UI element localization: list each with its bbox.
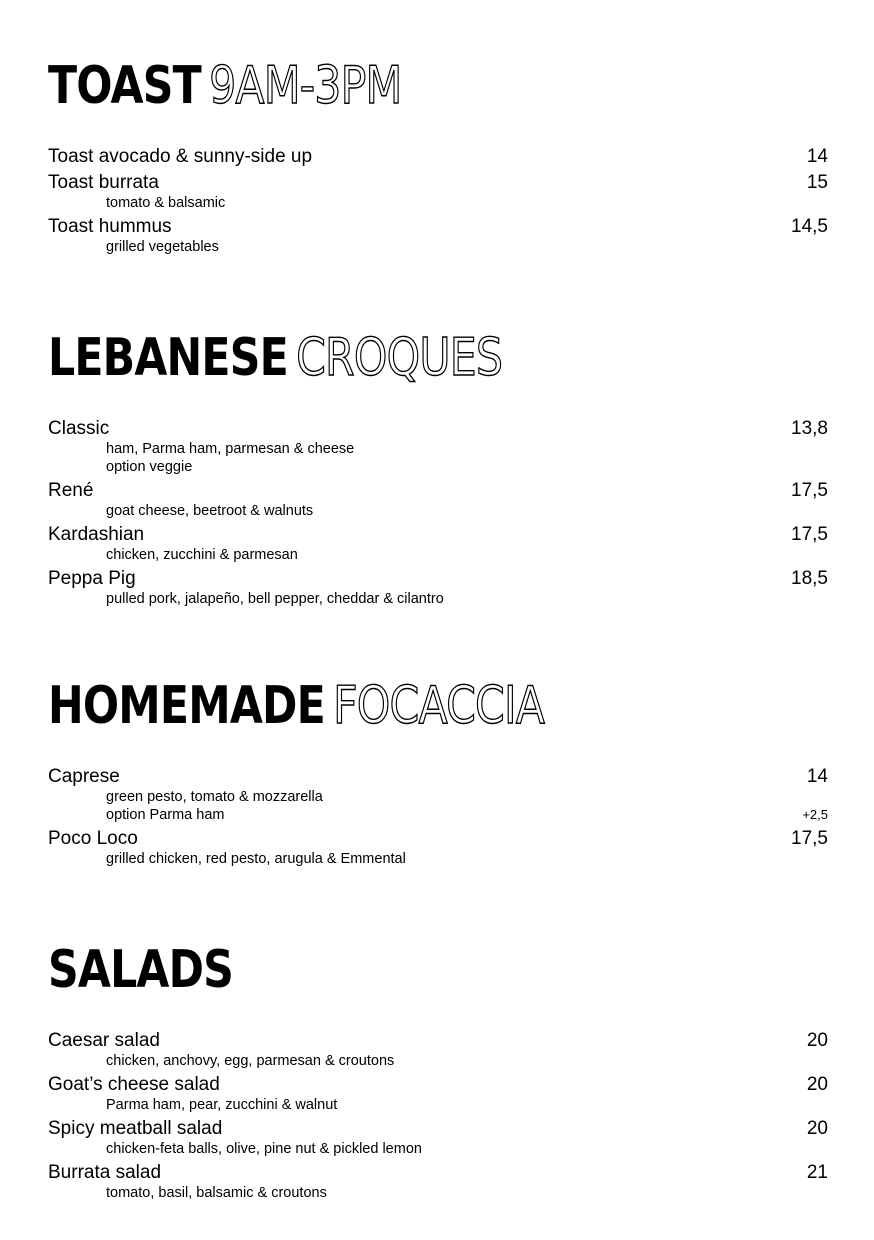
menu-item: [48, 828, 828, 868]
item-price: 17,5: [791, 524, 828, 545]
item-description: Parma ham, pear, zucchini & walnut: [106, 1097, 338, 1113]
item-name: Toast avocado & sunny-side up: [48, 146, 313, 167]
item-price: 21: [806, 1162, 828, 1183]
section-heading-solid: LEBANESE: [48, 328, 288, 388]
item-price: 14,5: [791, 216, 828, 237]
menu-item: [48, 172, 828, 212]
menu-items: [48, 766, 828, 872]
menu-section-salads: [48, 940, 828, 1201]
section-heading-outline: 9AM-3PM: [209, 56, 402, 116]
section-heading: [48, 942, 688, 998]
item-name: Caesar salad: [48, 1030, 160, 1051]
menu-section-toast: [48, 56, 828, 255]
item-price: 20: [806, 1118, 828, 1139]
menu-item: [48, 1074, 828, 1114]
item-price: 18,5: [791, 568, 828, 589]
item-price: 20: [806, 1030, 828, 1051]
section-heading: [48, 330, 688, 386]
menu-item: [48, 1118, 828, 1158]
item-option: [48, 806, 828, 824]
item-name: Peppa Pig: [48, 568, 136, 589]
menu-item: [48, 766, 828, 824]
item-description: chicken-feta balls, olive, pine nut & pickled lemon: [106, 1141, 422, 1157]
item-price: 20: [806, 1074, 828, 1095]
section-heading: [48, 58, 688, 114]
item-name: Toast hummus: [48, 216, 172, 237]
item-name: Toast burrata: [48, 172, 159, 193]
menu-item: [48, 1030, 828, 1070]
item-description: pulled pork, jalapeño, bell pepper, cheddar & cilantro: [106, 591, 444, 607]
item-name: Poco Loco: [48, 828, 138, 849]
menu-item: [48, 480, 828, 520]
item-option-label: option Parma ham: [106, 807, 225, 823]
item-price: 17,5: [791, 480, 828, 501]
item-name: Burrata salad: [48, 1162, 162, 1183]
section-heading-solid: HOMEMADE: [48, 676, 325, 736]
item-price: 14: [806, 766, 828, 787]
item-name: Spicy meatball salad: [48, 1118, 223, 1139]
item-option-price: +2,5: [802, 807, 828, 822]
item-description: chicken, anchovy, egg, parmesan & croutons: [106, 1053, 395, 1069]
menu-item: [48, 216, 828, 256]
item-price: 15: [806, 172, 828, 193]
menu-items: [48, 146, 828, 260]
item-name: René: [48, 480, 94, 501]
item-price: 13,8: [791, 418, 828, 439]
item-name: Kardashian: [48, 524, 145, 545]
section-heading-solid: SALADS: [48, 940, 234, 1000]
menu-section-lebanese-croques: [48, 328, 828, 607]
menu-items: [48, 1030, 828, 1206]
menu-item: [48, 1162, 828, 1202]
item-name: Classic: [48, 418, 110, 439]
item-description: chicken, zucchini & parmesan: [106, 547, 298, 563]
section-heading-outline: FOCACCIA: [333, 676, 545, 736]
item-option: option veggie: [106, 459, 193, 475]
item-name: Caprese: [48, 766, 120, 787]
section-heading: [48, 678, 688, 734]
menu-item: [48, 146, 828, 168]
menu-section-homemade-focaccia: [48, 676, 828, 867]
menu-item: [48, 418, 828, 476]
item-description: grilled vegetables: [106, 239, 219, 255]
section-heading-outline: CROQUES: [296, 328, 503, 388]
item-description: tomato, basil, balsamic & croutons: [106, 1185, 327, 1201]
item-description: ham, Parma ham, parmesan & cheese: [106, 441, 355, 457]
item-price: 17,5: [791, 828, 828, 849]
item-description: green pesto, tomato & mozzarella: [106, 789, 323, 805]
item-name: Goat’s cheese salad: [48, 1074, 220, 1095]
menu-item: [48, 568, 828, 608]
item-price: 14: [806, 146, 828, 167]
item-description: grilled chicken, red pesto, arugula & Emmental: [106, 851, 406, 867]
item-description: goat cheese, beetroot & walnuts: [106, 503, 314, 519]
section-heading-solid: TOAST: [48, 56, 201, 116]
item-description: tomato & balsamic: [106, 195, 226, 211]
menu-item: [48, 524, 828, 564]
menu-items: [48, 418, 828, 612]
